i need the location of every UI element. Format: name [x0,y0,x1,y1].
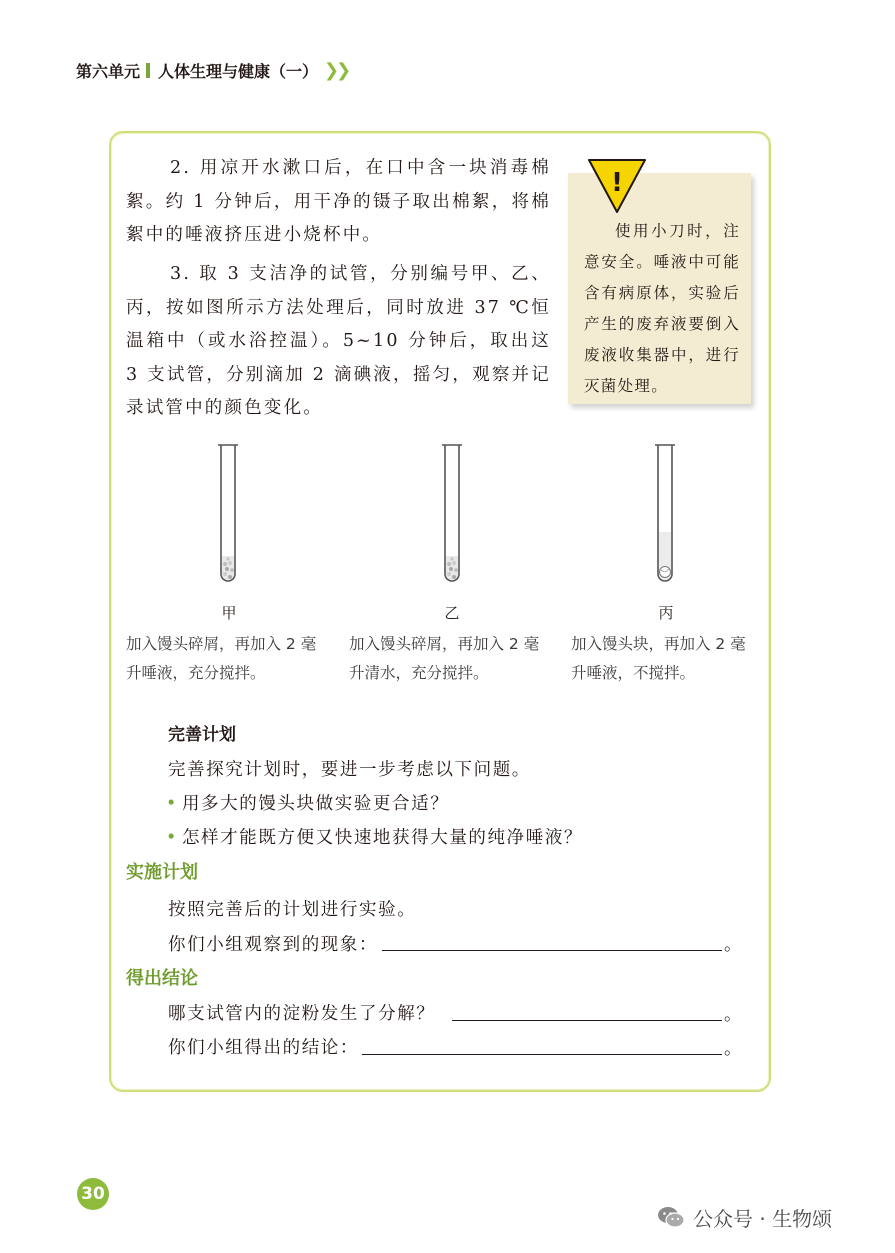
double-chevron-icon: ❯❯ [324,59,349,81]
observation-period: 。 [724,935,742,955]
page-header [76,58,348,82]
tube-desc-bing-line1: 加入馒头块，再加入 2 毫 [571,635,746,653]
unit-title: 人体生理与健康（一） [158,61,319,81]
tube-label-jia: 甲 [221,604,237,622]
improve-bullet-2-text: 怎样才能既方便又快速地获得大量的纯净唾液？ [181,828,584,848]
implement-plan-heading: 实施计划 [126,862,198,883]
exclamation-warning-icon [587,158,647,214]
unit-label: 第六单元 [76,61,141,81]
watermark-text: 公众号 · 生物颂 [693,1206,833,1231]
tube-desc-jia-line2: 升唾液，充分搅拌。 [126,664,266,682]
implement-line-1: 按照完善后的计划进行实验。 [168,900,417,920]
wechat-icon [657,1205,685,1229]
tube-desc-yi-line1: 加入馒头碎屑，再加入 2 毫 [349,635,540,653]
bullet-dot-icon: • [166,794,178,814]
tube-desc-jia-line1: 加入馒头碎屑，再加入 2 毫 [126,635,317,653]
tube-desc-bing-line2: 升唾液，不搅拌。 [571,664,696,682]
step-2-text: 2. 用凉开水漱口后，在口中含一块消毒棉絮。约 1 分钟后，用干净的镊子取出棉絮，将棉絮中的唾液挤压进小烧杯中。 [126,158,551,245]
improve-bullet-1-text: 用多大的馒头块做实验更合适？ [181,794,450,814]
svg-text:!: ! [611,168,623,198]
page-number: 30 [77,1178,109,1210]
test-tube-yi-icon [440,444,464,588]
improve-bullet-1 [166,790,449,815]
watermark [657,1202,832,1232]
conclusion-answer-2-blank[interactable] [362,1054,722,1055]
tube-desc-yi [349,630,559,688]
improve-bullet-2 [166,824,583,849]
tube-desc-jia [126,630,336,688]
header-divider [146,63,150,78]
conclusion-period-2: 。 [724,1039,742,1059]
improve-plan-heading: 完善计划 [168,725,236,745]
improve-plan-intro: 完善探究计划时，要进一步考虑以下问题。 [168,760,531,780]
safety-note-text: 使用小刀时，注意安全。唾液中可能含有病原体，实验后产生的废弃液要倒入废液收集器中，进行灭菌处理。 [584,222,740,395]
tube-label-bing: 丙 [658,604,674,622]
conclusion-question-2: 你们小组得出的结论： [168,1038,359,1058]
bullet-dot-icon: • [166,828,178,848]
test-tube-bing-icon [653,444,677,588]
test-tube-jia-icon [216,444,240,588]
conclusion-period-1: 。 [724,1005,742,1025]
tube-label-yi: 乙 [444,604,460,622]
conclusion-question-1: 哪支试管内的淀粉发生了分解？ [168,1004,436,1024]
observation-answer-blank[interactable] [382,950,722,951]
observation-prompt: 你们小组观察到的现象： [168,935,379,955]
conclusion-answer-1-blank[interactable] [452,1020,722,1021]
draw-conclusion-heading: 得出结论 [126,968,198,989]
tube-desc-yi-line2: 升清水，充分搅拌。 [349,664,489,682]
tube-desc-bing [571,630,781,688]
step-3-text: 3. 取 3 支洁净的试管，分别编号甲、乙、丙，按如图所示方法处理后，同时放进 37 ℃恒温箱中（或水浴控温）。5~10 分钟后，取出这 3 支试管，分别滴加 2 滴碘液，摇匀，观察并记录试管中的颜色变化。 [126,264,551,418]
